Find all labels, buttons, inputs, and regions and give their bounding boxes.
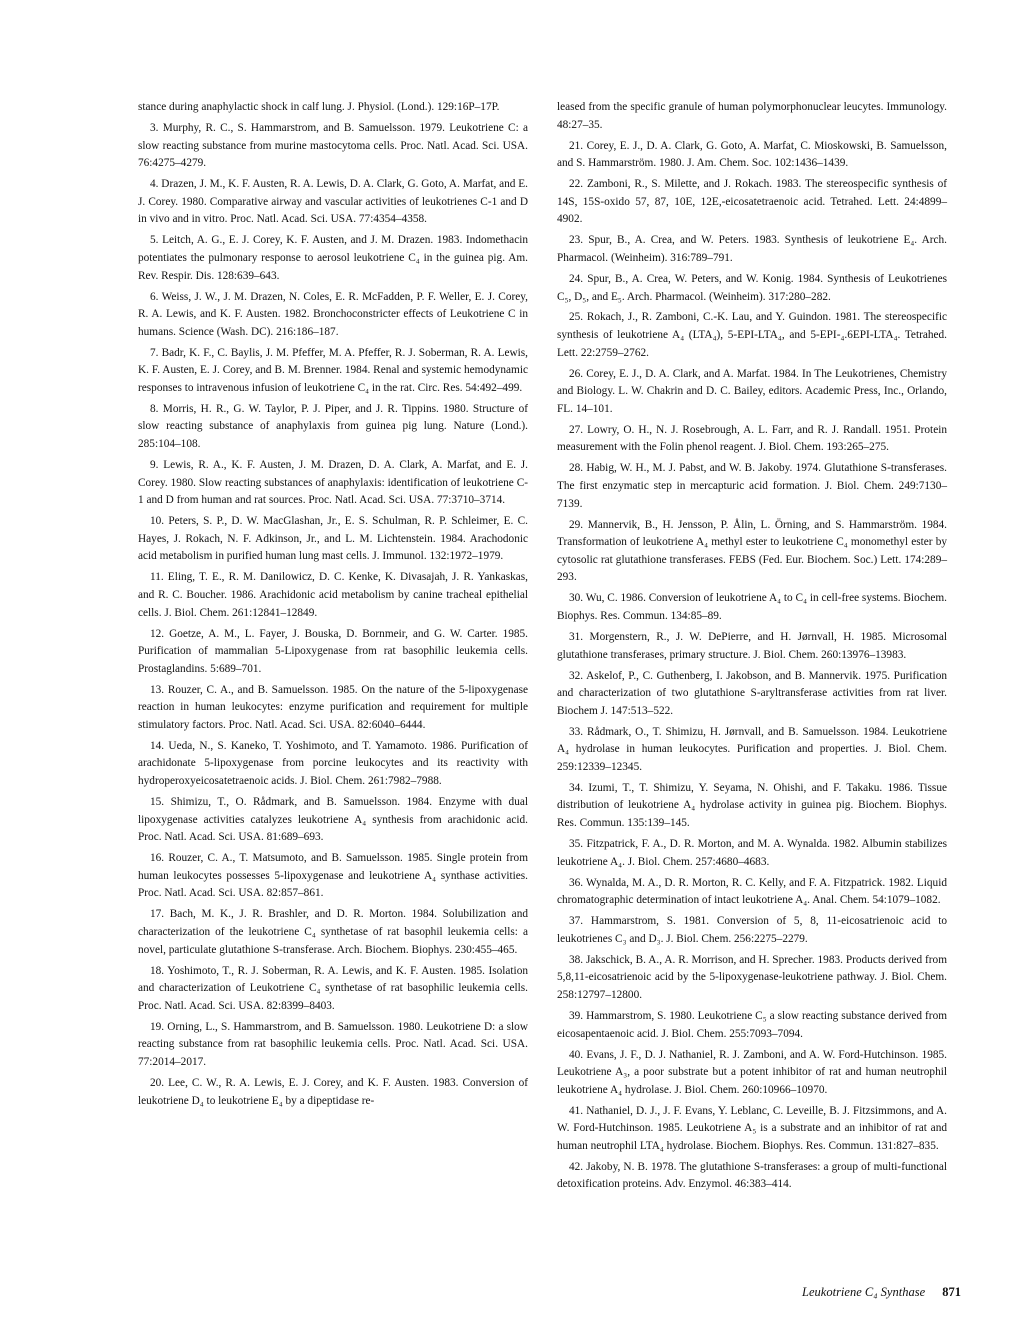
- reference-entry: 41. Nathaniel, D. J., J. F. Evans, Y. Leblanc, C. Leveille, B. J. Fitzsimmons, and A. W. Ford-Hutchinson. 1985. Leukotriene A₅ is a substrate and an inhibitor of rat and human neutrophil LTA₄ hydrolase. Biochem. Biophys. Res. Commun. 131:827–835.: [557, 1104, 947, 1152]
- reference-entry: 29. Mannervik, B., H. Jensson, P. Ålin, L. Örning, and S. Hammarström. 1984. Transformation of leukotriene A₄ methyl ester to leukotriene C₄ monomethyl ester by cytosolic rat glutathione transferases. FEBS (Fed. Eur. Biochem. Soc.) Lett. 174:289–293.: [557, 518, 947, 584]
- reference-entry: 31. Morgenstern, R., J. W. DePierre, and H. Jørnvall, H. 1985. Microsomal glutathione transferases, primary structure. J. Biol. Chem. 260:13976–13983.: [557, 630, 947, 661]
- reference-entry: 32. Askelof, P., C. Guthenberg, I. Jakobson, and B. Mannervik. 1975. Purification and characterization of two glutathione S-aryltransferase activities from rat liver. Biochem J. 147:513–522.: [557, 669, 947, 717]
- reference-entry: 4. Drazen, J. M., K. F. Austen, R. A. Lewis, D. A. Clark, G. Goto, A. Marfat, and E. J. Corey. 1980. Comparative airway and vascular activities of leukotrienes C-1 and D in vivo and in vitro. Proc. Natl. Acad. Sci. USA. 77:4354–4358.: [138, 178, 528, 226]
- references-right-column: [557, 99, 947, 1197]
- reference-entry: 6. Weiss, J. W., J. M. Drazen, N. Coles, E. R. McFadden, P. F. Weller, E. J. Corey, R. A. Lewis, and K. F. Austen. 1982. Bronchoconstricter effects of Leukotriene C in humans. Science (Wash. DC). 216:186–187.: [138, 290, 528, 338]
- reference-entry: 26. Corey, E. J., D. A. Clark, and A. Marfat. 1984. In The Leukotrienes, Chemistry and Biology. L. W. Chakrin and D. C. Bailey, editors. Academic Press, Inc., Orlando, FL. 14–101.: [557, 367, 947, 415]
- reference-entry: 3. Murphy, R. C., S. Hammarstrom, and B. Samuelsson. 1979. Leukotriene C: a slow reacting substance from murine mastocytoma cells. Proc. Natl. Acad. Sci. USA. 76:4275–4279.: [138, 121, 528, 170]
- reference-entry: 12. Goetze, A. M., L. Fayer, J. Bouska, D. Bornmeir, and G. W. Carter. 1985. Purification of mammalian 5-Lipoxygenase from rat basophilic leukemia cells. Prostaglandins. 5:689–701.: [138, 627, 528, 675]
- reference-entry: 20. Lee, C. W., R. A. Lewis, E. J. Corey, and K. F. Austen. 1983. Conversion of leukotriene D₄ to leukotriene E₄ by a dipeptidase re-: [138, 1076, 528, 1107]
- reference-entry: 8. Morris, H. R., G. W. Taylor, P. J. Piper, and J. R. Tippins. 1980. Structure of slow reacting substance of anaphylaxis from guinea pig lung. Nature (Lond.). 285:104–108.: [138, 402, 528, 451]
- page-number: 871: [942, 1285, 961, 1299]
- reference-entry: 14. Ueda, N., S. Kaneko, T. Yoshimoto, and T. Yamamoto. 1986. Purification of arachidonate 5-lipoxygenase from porcine leukocytes and its reactivity with hydroperoxyeicosatetraenoic acids. J. Biol. Chem. 261:7982–7988.: [138, 739, 528, 788]
- reference-entry: 25. Rokach, J., R. Zamboni, C.-K. Lau, and Y. Guindon. 1981. The stereospecific synthesis of leukotriene A₄ (LTA₄), 5-EPI-LTA₄, and 5-EPI-₄.6EPI-LTA₄. Tetrahed. Lett. 22:2759–2762.: [557, 311, 947, 359]
- reference-entry: 5. Leitch, A. G., E. J. Corey, K. F. Austen, and J. M. Drazen. 1983. Indomethacin potentiates the pulmonary response to aerosol leukotriene C₄ in the guinea pig. Am. Rev. Respir. Dis. 128:639–643.: [138, 234, 528, 282]
- reference-entry: 17. Bach, M. K., J. R. Brashler, and D. R. Morton. 1984. Solubilization and characterization of the leukotriene C₄ synthetase of rat basophil leukemia cells: a novel, particulate glutathione S-transferase. Arch. Biochem. Biophys. 230:455–465.: [138, 908, 528, 956]
- running-title: Leukotriene C₄ Synthase: [802, 1285, 926, 1299]
- page-footer: [802, 1285, 961, 1300]
- reference-entry: 38. Jakschick, B. A., A. R. Morrison, and H. Sprecher. 1983. Products derived from 5,8,11-eicosatrienoic acid by the 5-lipoxygenase-leukotriene pathway. J. Biol. Chem. 258:12797–12800.: [557, 953, 947, 1001]
- reference-continuation: stance during anaphylactic shock in calf lung. J. Physiol. (Lond.). 129:16P–17P.: [138, 101, 500, 113]
- reference-entry: 28. Habig, W. H., M. J. Pabst, and W. B. Jakoby. 1974. Glutathione S-transferases. The first enzymatic step in mercapturic acid formation. J. Biol. Chem. 249:7130–7139.: [557, 462, 947, 510]
- reference-entry: 15. Shimizu, T., O. Rådmark, and B. Samuelsson. 1984. Enzyme with dual lipoxygenase activities catalyzes leukotriene A₄ synthesis from arachidonic acid. Proc. Natl. Acad. Sci. USA. 81:689–693.: [138, 796, 528, 844]
- reference-entry: 40. Evans, J. F., D. J. Nathaniel, R. J. Zamboni, and A. W. Ford-Hutchinson. 1985. Leukotriene A₃, a poor substrate but a potent inhibitor of rat and human neutrophil leukotriene A₄ hydrolase. J. Biol. Chem. 260:10966–10970.: [557, 1048, 947, 1096]
- reference-entry: 24. Spur, B., A. Crea, W. Peters, and W. Konig. 1984. Synthesis of Leukotrienes C₅, D₅, and E₅. Arch. Pharmacol. (Weinheim). 317:280–282.: [557, 272, 947, 303]
- reference-entry: 30. Wu, C. 1986. Conversion of leukotriene A₄ to C₄ in cell-free systems. Biochem. Biophys. Res. Commun. 134:85–89.: [557, 592, 947, 622]
- references-left-column: [138, 99, 528, 1113]
- reference-entry: 39. Hammarstrom, S. 1980. Leukotriene C₅ a slow reacting substance derived from eicosapentaenoic acid. J. Biol. Chem. 255:7093–7094.: [557, 1009, 947, 1040]
- reference-continuation: leased from the specific granule of human polymorphonuclear leucytes. Immunology. 48:27–35.: [557, 101, 947, 131]
- reference-entry: 9. Lewis, R. A., K. F. Austen, J. M. Drazen, D. A. Clark, A. Marfat, and E. J. Corey. 1980. Slow reacting substances of anaphylaxis: identification of leukotriene C-1 and D from human and rat sources. Proc. Natl. Acad. Sci. USA. 77:3710–3714.: [138, 459, 528, 507]
- reference-entry: 27. Lowry, O. H., N. J. Rosebrough, A. L. Farr, and R. J. Randall. 1951. Protein measurement with the Folin phenol reagent. J. Biol. Chem. 193:265–275.: [557, 423, 947, 454]
- reference-entry: 11. Eling, T. E., R. M. Danilowicz, D. C. Kenke, K. Divasajah, J. R. Yankaskas, and R. C. Boucher. 1986. Arachidonic acid metabolism by canine tracheal epithelial cells. J. Biol. Chem. 261:12841–12849.: [138, 571, 528, 619]
- reference-entry: 35. Fitzpatrick, F. A., D. R. Morton, and M. A. Wynalda. 1982. Albumin stabilizes leukotriene A₄. J. Biol. Chem. 257:4680–4683.: [557, 838, 947, 868]
- reference-entry: 23. Spur, B., A. Crea, and W. Peters. 1983. Synthesis of leukotriene E₄. Arch. Pharmacol. (Weinheim). 316:789–791.: [557, 234, 947, 264]
- reference-entry: 19. Orning, L., S. Hammarstrom, and B. Samuelsson. 1980. Leukotriene D: a slow reacting substance from rat basophilic leukemia cells. Proc. Natl. Acad. Sci. USA. 77:2014–2017.: [138, 1020, 528, 1068]
- reference-entry: 21. Corey, E. J., D. A. Clark, G. Goto, A. Marfat, C. Mioskowski, B. Samuelsson, and S. Hammarström. 1980. J. Am. Chem. Soc. 102:1436–1439.: [557, 139, 947, 170]
- reference-entry: 16. Rouzer, C. A., T. Matsumoto, and B. Samuelsson. 1985. Single protein from human leukocytes possesses 5-lipoxygenase and leukotriene A₄ synthase activities. Proc. Natl. Acad. Sci. USA. 82:857–861.: [138, 852, 528, 900]
- reference-entry: 22. Zamboni, R., S. Milette, and J. Rokach. 1983. The stereospecific synthesis of 14S, 15S-oxido 57, 87, 10E, 12E,-eicosatetraenoic acid. Tetrahed. Lett. 24:4899–4902.: [557, 178, 947, 226]
- reference-entry: 33. Rådmark, O., T. Shimizu, H. Jørnvall, and B. Samuelsson. 1984. Leukotriene A₄ hydrolase in human leukocytes. Purification and properties. J. Biol. Chem. 259:12339–12345.: [557, 725, 947, 773]
- reference-entry: 37. Hammarstrom, S. 1981. Conversion of 5, 8, 11-eicosatrienoic acid to leukotrienes C₃ and D₃. J. Biol. Chem. 256:2275–2279.: [557, 915, 947, 945]
- reference-entry: 36. Wynalda, M. A., D. R. Morton, R. C. Kelly, and F. A. Fitzpatrick. 1982. Liquid chromatographic determination of intact leukotriene A₄. Anal. Chem. 54:1079–1082.: [557, 876, 947, 907]
- reference-entry: 7. Badr, K. F., C. Baylis, J. M. Pfeffer, M. A. Pfeffer, R. J. Soberman, R. A. Lewis, K. F. Austen, E. J. Corey, and B. M. Brenner. 1984. Renal and systemic hemodynamic responses to intravenous infusion of leukotriene C₄ in the rat. Circ. Res. 54:492–499.: [138, 346, 528, 394]
- reference-entry: 13. Rouzer, C. A., and B. Samuelsson. 1985. On the nature of the 5-lipoxygenase reaction in human leukocytes: enzyme purification and requirement for multiple stimulatory factors. Proc. Natl. Acad. Sci. USA. 82:6040–6444.: [138, 683, 528, 731]
- reference-entry: 42. Jakoby, N. B. 1978. The glutathione S-transferases: a group of multi-functional detoxification proteins. Adv. Enzymol. 46:383–414.: [557, 1160, 947, 1191]
- reference-entry: 10. Peters, S. P., D. W. MacGlashan, Jr., E. S. Schulman, R. P. Schleimer, E. C. Hayes, J. Rokach, N. F. Adkinson, Jr., and L. M. Lichtenstein. 1984. Arachodonic acid metabolism in purified human lung mast cells. J. Immunol. 132:1972–1979.: [138, 515, 528, 563]
- reference-entry: 18. Yoshimoto, T., R. J. Soberman, R. A. Lewis, and K. F. Austen. 1985. Isolation and characterization of Leukotriene C₄ synthetase of rat basophilic leukemia cells. Proc. Natl. Acad. Sci. USA. 82:8399–8403.: [138, 964, 528, 1012]
- reference-entry: 34. Izumi, T., T. Shimizu, Y. Seyama, N. Ohishi, and F. Takaku. 1986. Tissue distribution of leukotriene A₄ hydrolase activity in guinea pig. Biochem. Biophys. Res. Commun. 135:139–145.: [557, 781, 947, 830]
